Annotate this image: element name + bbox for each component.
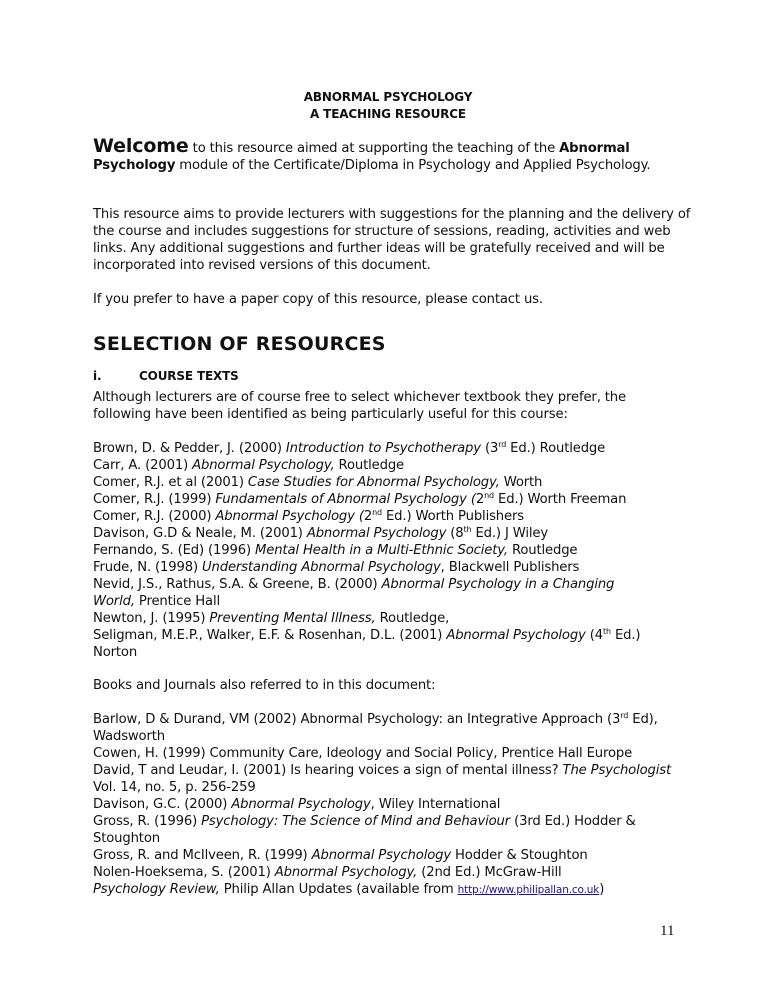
list-item: Davison, G.D & Neale, M. (2001) Abnormal Psychology (8th Ed.) J Wiley bbox=[93, 525, 548, 541]
list-item: Comer, R.J. et al (2001) Case Studies for Abnormal Psychology, Worth bbox=[93, 475, 543, 490]
list-item: Seligman, M.E.P., Walker, E.F. & Rosenhan, D.L. (2001) Abnormal Psychology (4th Ed.) Norton bbox=[93, 627, 641, 660]
list-item: Brown, D. & Pedder, J. (2000) Introduction to Psychotherapy (3rd Ed.) Routledge bbox=[93, 440, 606, 456]
welcome-word: Welcome bbox=[93, 135, 189, 157]
other-refs-intro: Books and Journals also referred to in this document: bbox=[93, 678, 436, 693]
list-item: Comer, R.J. (1999) Fundamentals of Abnormal Psychology (2nd Ed.) Worth Freeman bbox=[93, 491, 627, 507]
section-heading: SELECTION OF RESOURCES bbox=[93, 333, 386, 355]
intro-paragraph-2: This resource aims to provide lecturers with suggestions for the planning and the delivery of the course and includes suggestions for structure of sessions, reading, activities and web links. Any additional suggestions and further ideas will be gratefully received and will be incorporated into revised versions of this document. bbox=[93, 207, 691, 273]
page-number: 11 bbox=[660, 923, 675, 939]
list-item: Gross, R. and McIlveen, R. (1999) Abnormal Psychology Hodder & Stoughton bbox=[93, 848, 588, 863]
list-item: Fernando, S. (Ed) (1996) Mental Health in a Multi-Ethnic Society, Routledge bbox=[93, 543, 578, 558]
list-item: Davison, G.C. (2000) Abnormal Psychology, Wiley International bbox=[93, 797, 501, 812]
list-item: Frude, N. (1998) Understanding Abnormal Psychology, Blackwell Publishers bbox=[93, 560, 580, 575]
list-item: Nevid, J.S., Rathus, S.A. & Greene, B. (2000) Abnormal Psychology in a Changing World, Prentice Hall bbox=[93, 577, 615, 609]
list-item: Carr, A. (2001) Abnormal Psychology, Routledge bbox=[93, 458, 405, 473]
subsection-intro: Although lecturers are of course free to select whichever textbook they prefer, the following have been identified as being particularly useful for this course: bbox=[93, 390, 626, 422]
other-refs-list bbox=[93, 711, 688, 899]
list-item: Nolen-Hoeksema, S. (2001) Abnormal Psychology, (2nd Ed.) McGraw-Hill bbox=[93, 865, 562, 880]
course-texts-list bbox=[93, 440, 703, 661]
title-line-2: A TEACHING RESOURCE bbox=[310, 107, 466, 121]
module-name: Abnormal bbox=[559, 141, 630, 156]
subsection-title: COURSE TEXTS bbox=[139, 369, 239, 383]
list-item: Newton, J. (1995) Preventing Mental Illness, Routledge, bbox=[93, 611, 450, 626]
title-line-1: ABNORMAL PSYCHOLOGY bbox=[303, 90, 473, 104]
intro-paragraph-3: If you prefer to have a paper copy of this resource, please contact us. bbox=[93, 292, 543, 307]
list-item: Comer, R.J. (2000) Abnormal Psychology (2nd Ed.) Worth Publishers bbox=[93, 508, 524, 524]
list-item: Cowen, H. (1999) Community Care, Ideology and Social Policy, Prentice Hall Europe bbox=[93, 746, 633, 761]
list-item: Barlow, D & Durand, VM (2002) Abnormal Psychology: an Integrative Approach (3rd Ed), Wadsworth bbox=[93, 711, 658, 744]
list-item: Gross, R. (1996) Psychology: The Science of Mind and Behaviour (3rd Ed.) Hodder & Stoughton bbox=[93, 814, 636, 846]
welcome-paragraph: Welcome to this resource aimed at supporting the teaching of the Abnormal Psychology module of the Certificate/Diploma in Psychology and Applied Psychology. bbox=[93, 135, 651, 173]
subsection-heading bbox=[93, 368, 239, 385]
list-item: Psychology Review, Philip Allan Updates (available from http://www.philipallan.co.uk) bbox=[93, 882, 605, 897]
subsection-number: i. bbox=[93, 369, 102, 383]
list-item: David, T and Leudar, I. (2001) Is hearing voices a sign of mental illness? The Psychologist Vol. 14, no. 5, p. 256-259 bbox=[93, 763, 671, 795]
document-title bbox=[93, 89, 683, 123]
philipallan-link[interactable]: http://www.philipallan.co.uk bbox=[457, 884, 600, 896]
